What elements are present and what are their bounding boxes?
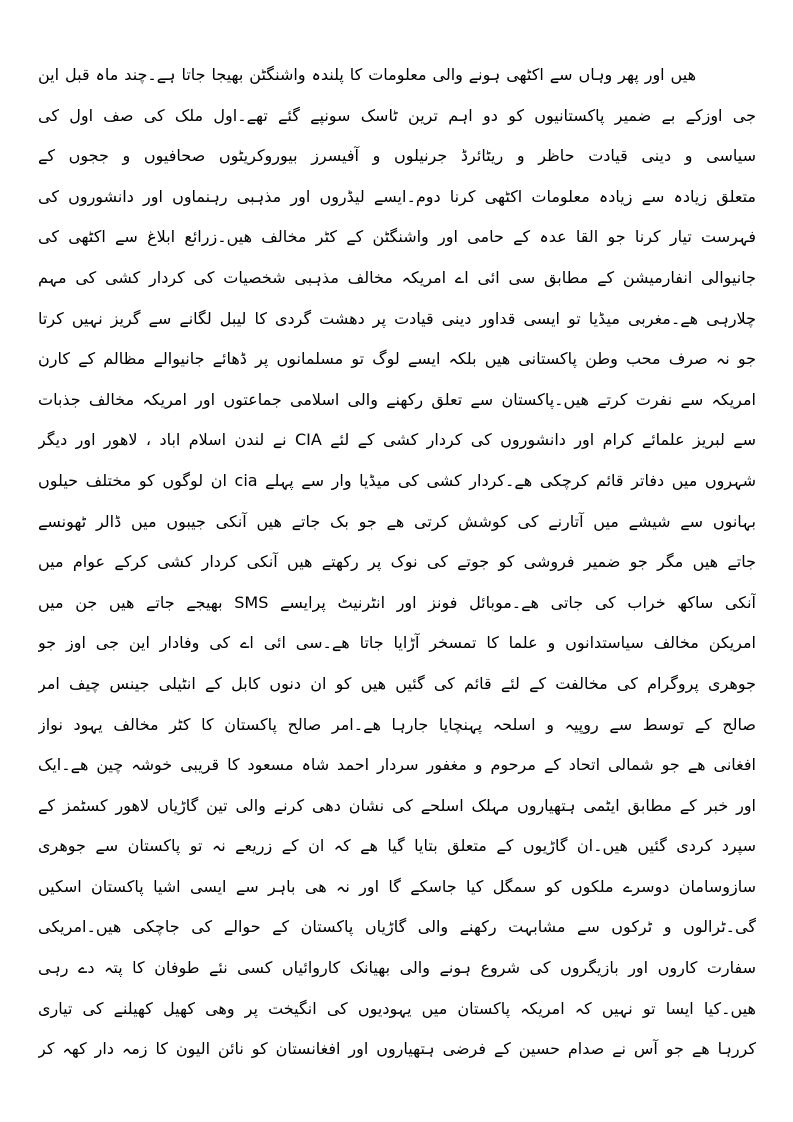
text-line: سفارت کاروں اور بازیگروں کی شروع ہونے والی بھیانک کاروائیاں کسی نئے طوفان کا پتہ دے رہی: [38, 958, 756, 978]
text-line: جی اوزکے بے ضمیر پاکستانیوں کو دو اہم ترین ٹاسک سونپے گئے تھے۔اول ملک کی صف اول کی: [38, 105, 756, 125]
text-line: کررہا ھے جو آس نے صدام حسین کے فرضی ہتھیاروں اور افغانستان کو نائن الیون کا زمہ دار کھہ کر: [38, 1039, 756, 1059]
text-line: جو نہ صرف محب وطن پاکستانی ھیں بلکہ ایسے لوگ تو مسلمانوں پر ڈھائے جانیوالے مظالم کے کارن: [38, 349, 756, 369]
text-line: جانیوالی انفارمیشن کے مطابق سی ائی اے امریکہ مخالف مذہبی شخصیات کی کردار کشی کی مہم: [38, 267, 756, 287]
text-line: گی۔ٹرالوں و ٹرکوں سے مشابہت رکھنے والی گاڑیاں پاکستان کے حوالے کی جاچکی ھیں۔امریکی: [38, 917, 756, 937]
text-line: آنکی ساکھ خراب کی جاتی ھے۔موبائل فونز اور انٹرنیٹ پرایسے SMS بھیجے جاتے ھیں جن میں: [38, 592, 756, 612]
text-line: امریکن مخالف سیاستدانوں و علما کا تمسخر آڑایا جاتا ھے۔سی ائی اے کی وفادار این جی اوز جو: [38, 633, 756, 653]
text-line: امریکہ سے نفرت کرتے ھیں۔پاکستان سے تعلق رکھنے والی اسلامی جماعتوں اور امریکہ مخالف جذبات: [38, 389, 756, 409]
text-line: سازوسامان دوسرے ملکوں کو سمگل کیا جاسکے گا اور نہ ھی باہر سے ایسی اشیا پاکستان اسکیں: [38, 876, 756, 896]
text-line: هیں اور پھر وہاں سے اکٹھی ہونے والی معلومات کا پلندہ واشنگٹن بھیجا جاتا ہے۔چند ماہ قبل این: [38, 65, 696, 84]
urdu-article-body: [38, 62, 756, 1077]
text-line: اور خبر کے مطابق ایٹمی ہتھیاروں مہلک اسلحے کی نشان دھی کرنے والی تین گاڑیاں لاھور کسٹمز کے: [38, 795, 756, 815]
text-line: سپرد کردی گئیں ھیں۔ان گاڑیوں کے متعلق بتایا گیا ھے کہ ان کے زریعے نہ تو پاکستان سے جوھری: [38, 836, 756, 856]
text-line: سے لبریز علمائے کرام اور دانشوروں کی کردار کشی کے لئے CIA نے لندن اسلام اباد ، لاھور اور دیگر: [38, 430, 756, 450]
text-line: شہروں میں دفاتر قائم کرچکی ھے۔کردار کشی کی میڈیا وار سے پہلے cia ان لوگوں کو مختلف حیلوں: [38, 470, 756, 490]
text-line: متعلق زیادہ سے زیادہ معلومات اکٹھی کرنا دوم۔ایسے لیڈروں اور مذہبی رہنماوں اور دانشوروں کی: [38, 186, 756, 206]
text-line: صالح کے توسط سے روپیہ و اسلحہ پہنچایا جارہا ھے۔امر صالح پاکستان کا کٹر مخالف یہود نواز: [38, 714, 756, 734]
text-line: جوھری پروگرام کی مخالفت کے لئے قائم کی گئیں ھیں کو ان دنوں کابل کے انٹیلی جینس چیف امر: [38, 673, 756, 693]
text-line: جاتے ھیں مگر جو ضمیر فروشی کو جوتے کی نوک پر رکھتے ھیں آنکی کردار کشی کرکے عوام میں: [38, 552, 756, 572]
text-line: فہرست تیار کرنا جو القا عدہ کے حامی اور واشنگٹن کے کٹر مخالف ھیں۔زرائع ابلاغ سے اکٹھی کی: [38, 227, 756, 247]
text-line: ھیں۔کیا ایسا تو نہیں کہ امریکہ پاکستان میں یہودیوں کی انگیخت پر وھی کھیل کھیلنے کی تیاری: [38, 998, 756, 1018]
text-line: سیاسی و دینی قیادت حاظر و ریٹائرڈ جرنیلوں و آفیسرز بیوروکریٹوں صحافیوں و ججوں کے: [38, 146, 756, 166]
text-line: افغانی ھے جو شمالی اتحاد کے مرحوم و مغفور سردار احمد شاہ مسعود کا قریبی خوشہ چین ھے۔ایک: [38, 755, 756, 775]
text-line: چلارہی ھے۔مغربی میڈیا تو ایسی قداور دینی قیادت پر دھشت گردی کا لیبل لگانے سے گریز نہیں کرتا: [38, 308, 756, 328]
text-line: بہانوں سے شیشے میں آتارنے کی کوشش کرتی ھے جو بک جاتے ھیں آنکی جیبوں میں ڈالر ٹھونسے: [38, 511, 756, 531]
